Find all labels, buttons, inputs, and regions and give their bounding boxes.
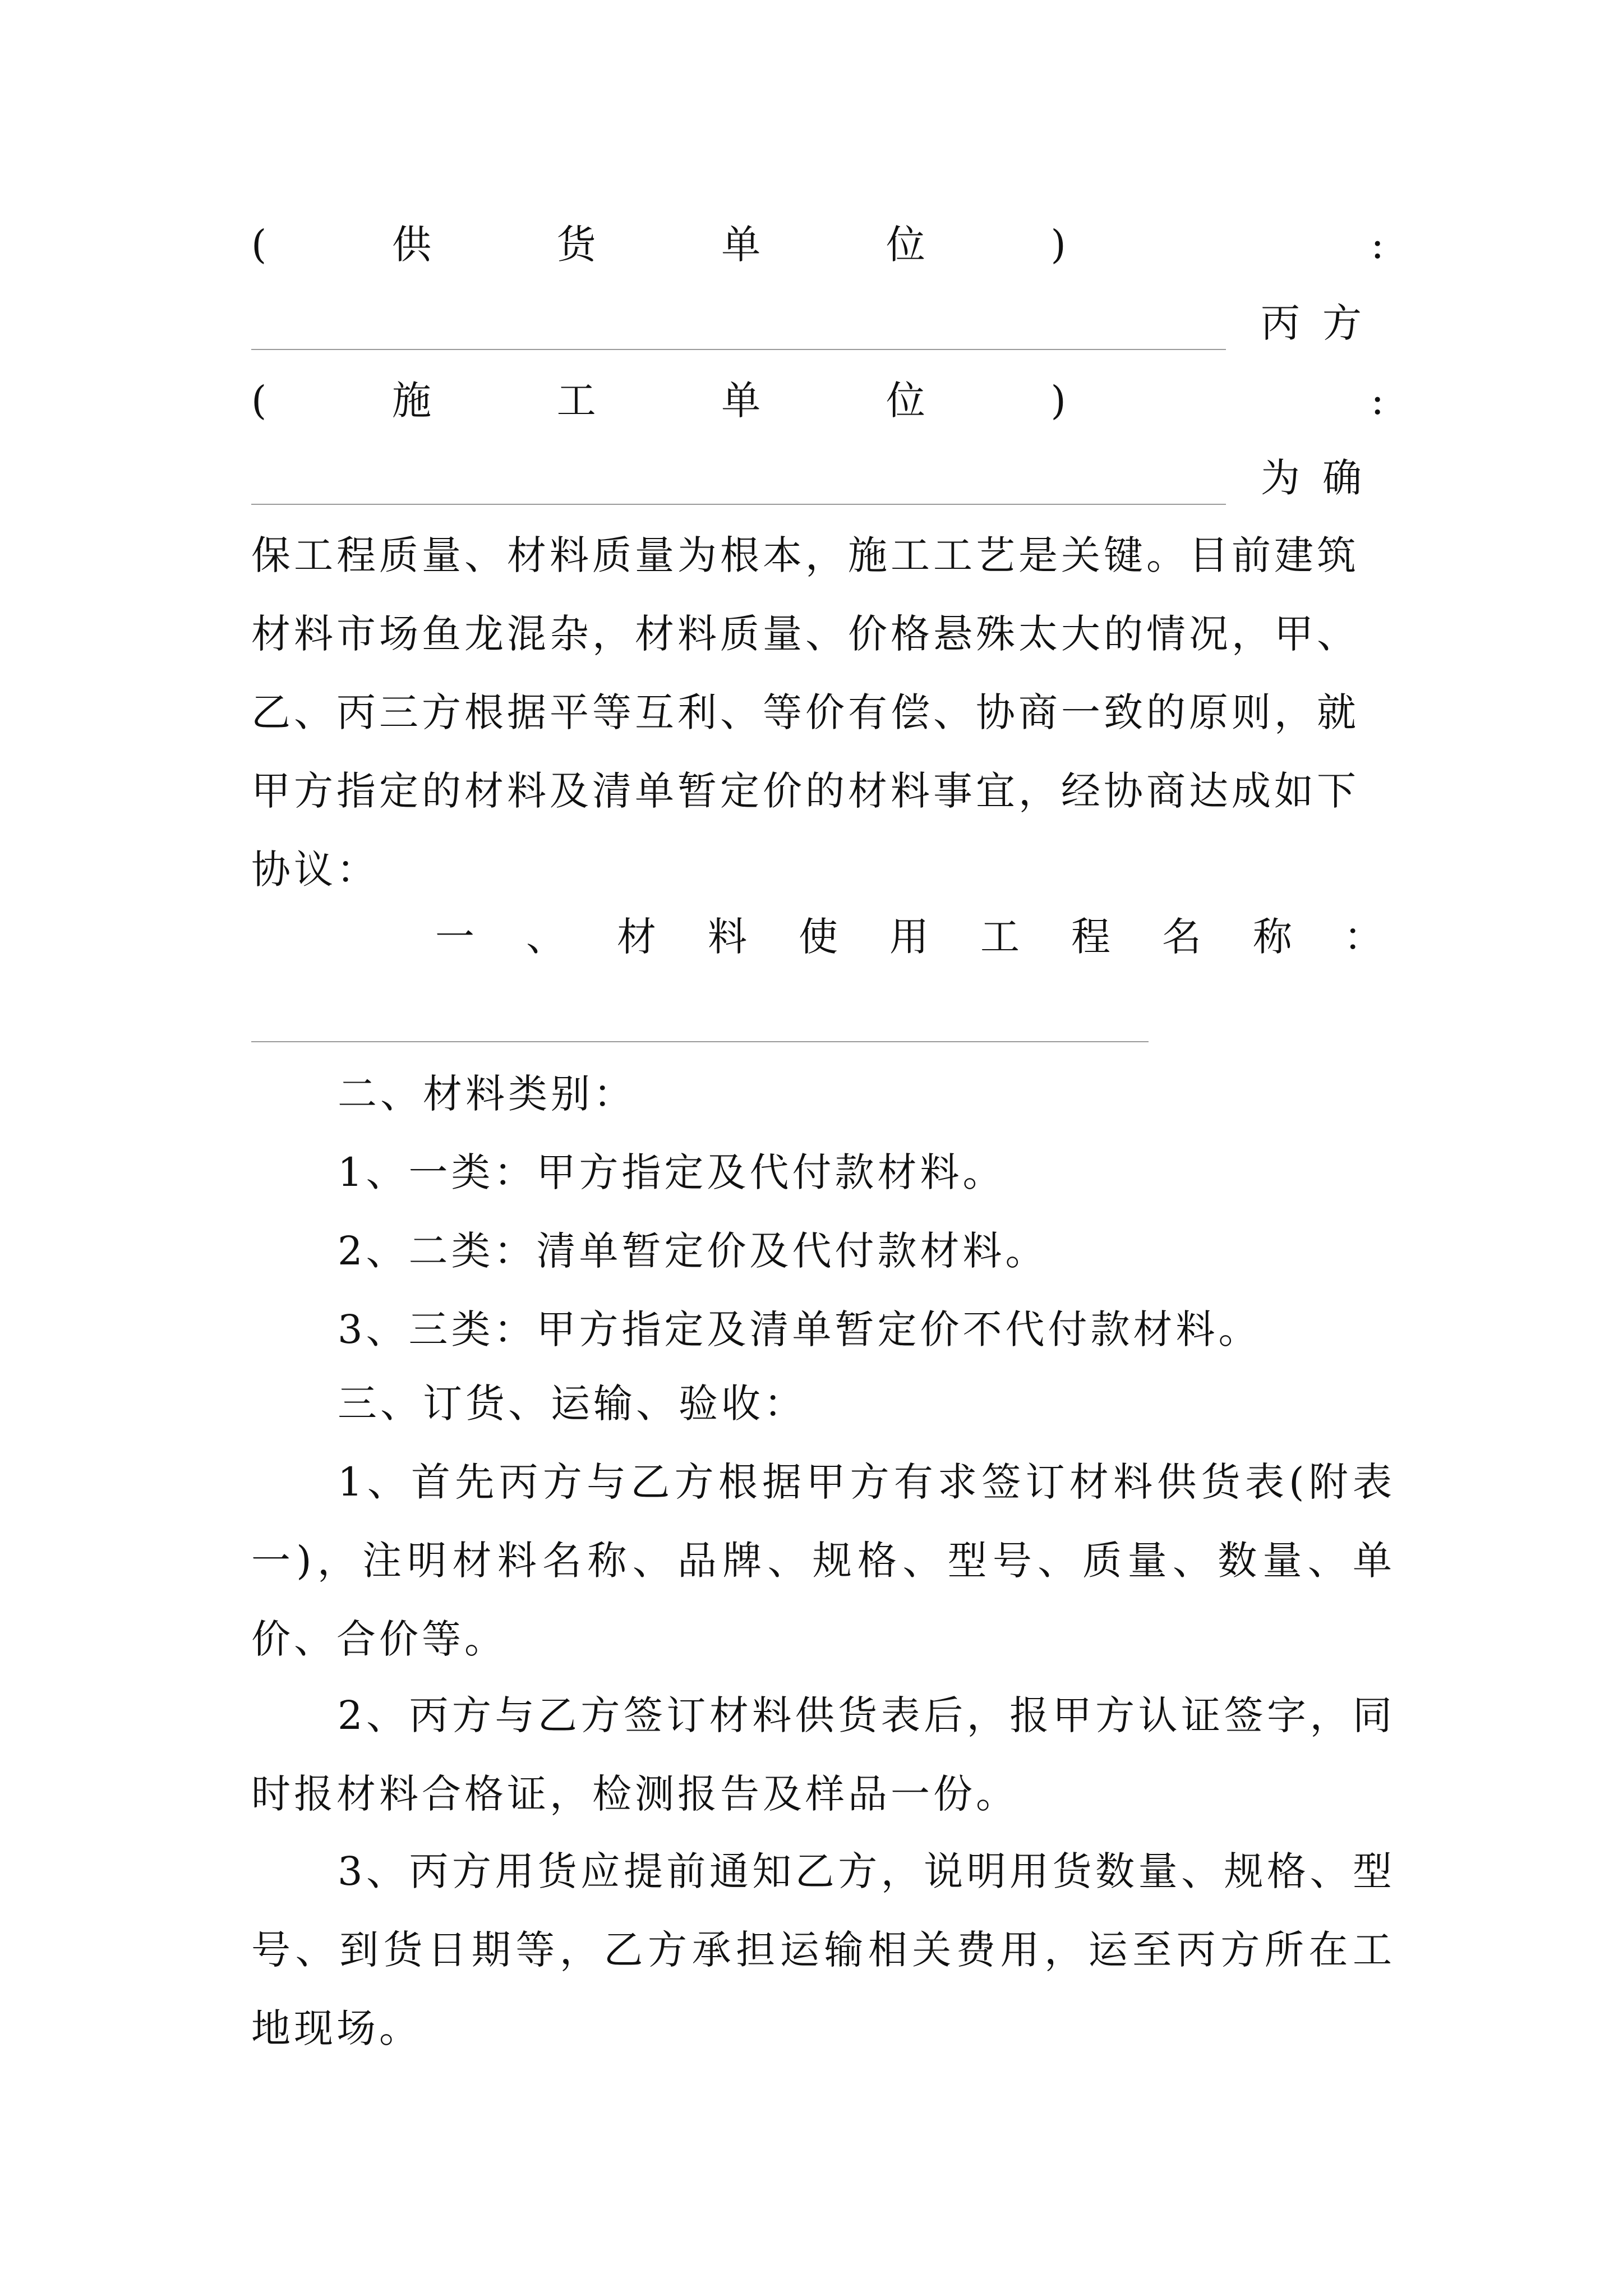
section-1-heading	[435, 898, 1383, 976]
section-2	[251, 1055, 1395, 1369]
label-char: 供	[391, 222, 431, 268]
heading-char: 使	[799, 914, 838, 960]
intro-line: 协议：	[251, 846, 379, 892]
open-paren: (	[251, 378, 267, 424]
close-paren: )	[1050, 378, 1066, 424]
open-paren: (	[251, 222, 267, 268]
project-name-blank-row	[251, 976, 1384, 1055]
category-item: 1、一类：甲方指定及代付款材料。	[338, 1149, 1006, 1195]
heading-char: 工	[980, 914, 1020, 960]
party-c-label: 丙方	[1261, 300, 1384, 346]
intro-paragraph	[251, 516, 1395, 909]
project-name-blank[interactable]	[251, 1002, 1149, 1042]
intro-line: 甲方指定的材料及清单暂定价的材料事宜，经协商达成如下	[251, 768, 1359, 814]
close-paren: )	[1050, 222, 1066, 268]
section-2-heading: 二、材料类别：	[338, 1071, 636, 1117]
heading-char: ：	[1344, 914, 1383, 960]
heading-char: 用	[889, 914, 929, 960]
label-char: 位	[886, 378, 925, 424]
heading-char: 程	[1071, 914, 1110, 960]
heading-char: 、	[526, 914, 565, 960]
intro-start-text: 为确	[1261, 455, 1384, 501]
supplier-blank[interactable]	[251, 310, 1226, 350]
label-char: 施	[391, 378, 431, 424]
heading-char: 一	[435, 914, 474, 960]
builder-blank[interactable]	[251, 464, 1226, 505]
section-3-heading: 三、订货、运输、验收：	[338, 1381, 806, 1427]
heading-char: 料	[708, 914, 747, 960]
label-char: 单	[721, 222, 761, 268]
clause-3: 3、丙方用货应提前通知乙方，说明用货数量、规格、型号、到货日期等，乙方承担运输相关费用，运至丙方所在工地现场。	[251, 1848, 1395, 2051]
intro-line: 材料市场鱼龙混杂，材料质量、价格悬殊太大的情况，甲、	[251, 611, 1359, 657]
builder-unit-line	[251, 361, 1384, 440]
heading-char: 材	[617, 914, 656, 960]
supplier-unit-line	[251, 205, 1384, 284]
label-char: 工	[556, 378, 596, 424]
heading-char: 称	[1253, 914, 1292, 960]
clause-1: 1、首先丙方与乙方根据甲方有求签订材料供货表(附表一)，注明材料名称、品牌、规格、型号、质量、数量、单价、合价等。	[251, 1459, 1395, 1662]
colon: :	[1371, 222, 1384, 268]
supplier-blank-row	[251, 284, 1384, 362]
clause-2: 2、丙方与乙方签订材料供货表后，报甲方认证签字，同时报材料合格证，检测报告及样品一份。	[251, 1692, 1395, 1817]
intro-line: 保工程质量、材料质量为根本，施工工艺是关键。目前建筑	[251, 532, 1359, 578]
heading-char: 名	[1162, 914, 1201, 960]
category-item: 2、二类：清单暂定价及代付款材料。	[338, 1228, 1048, 1274]
label-char: 单	[721, 378, 761, 424]
label-char: 位	[886, 222, 925, 268]
builder-blank-row	[251, 439, 1384, 517]
category-item: 3、三类：甲方指定及清单暂定价不代付款材料。	[338, 1306, 1261, 1352]
label-char: 货	[556, 222, 596, 268]
colon: :	[1371, 378, 1384, 424]
intro-line: 乙、丙三方根据平等互利、等价有偿、协商一致的原则，就	[251, 689, 1359, 735]
